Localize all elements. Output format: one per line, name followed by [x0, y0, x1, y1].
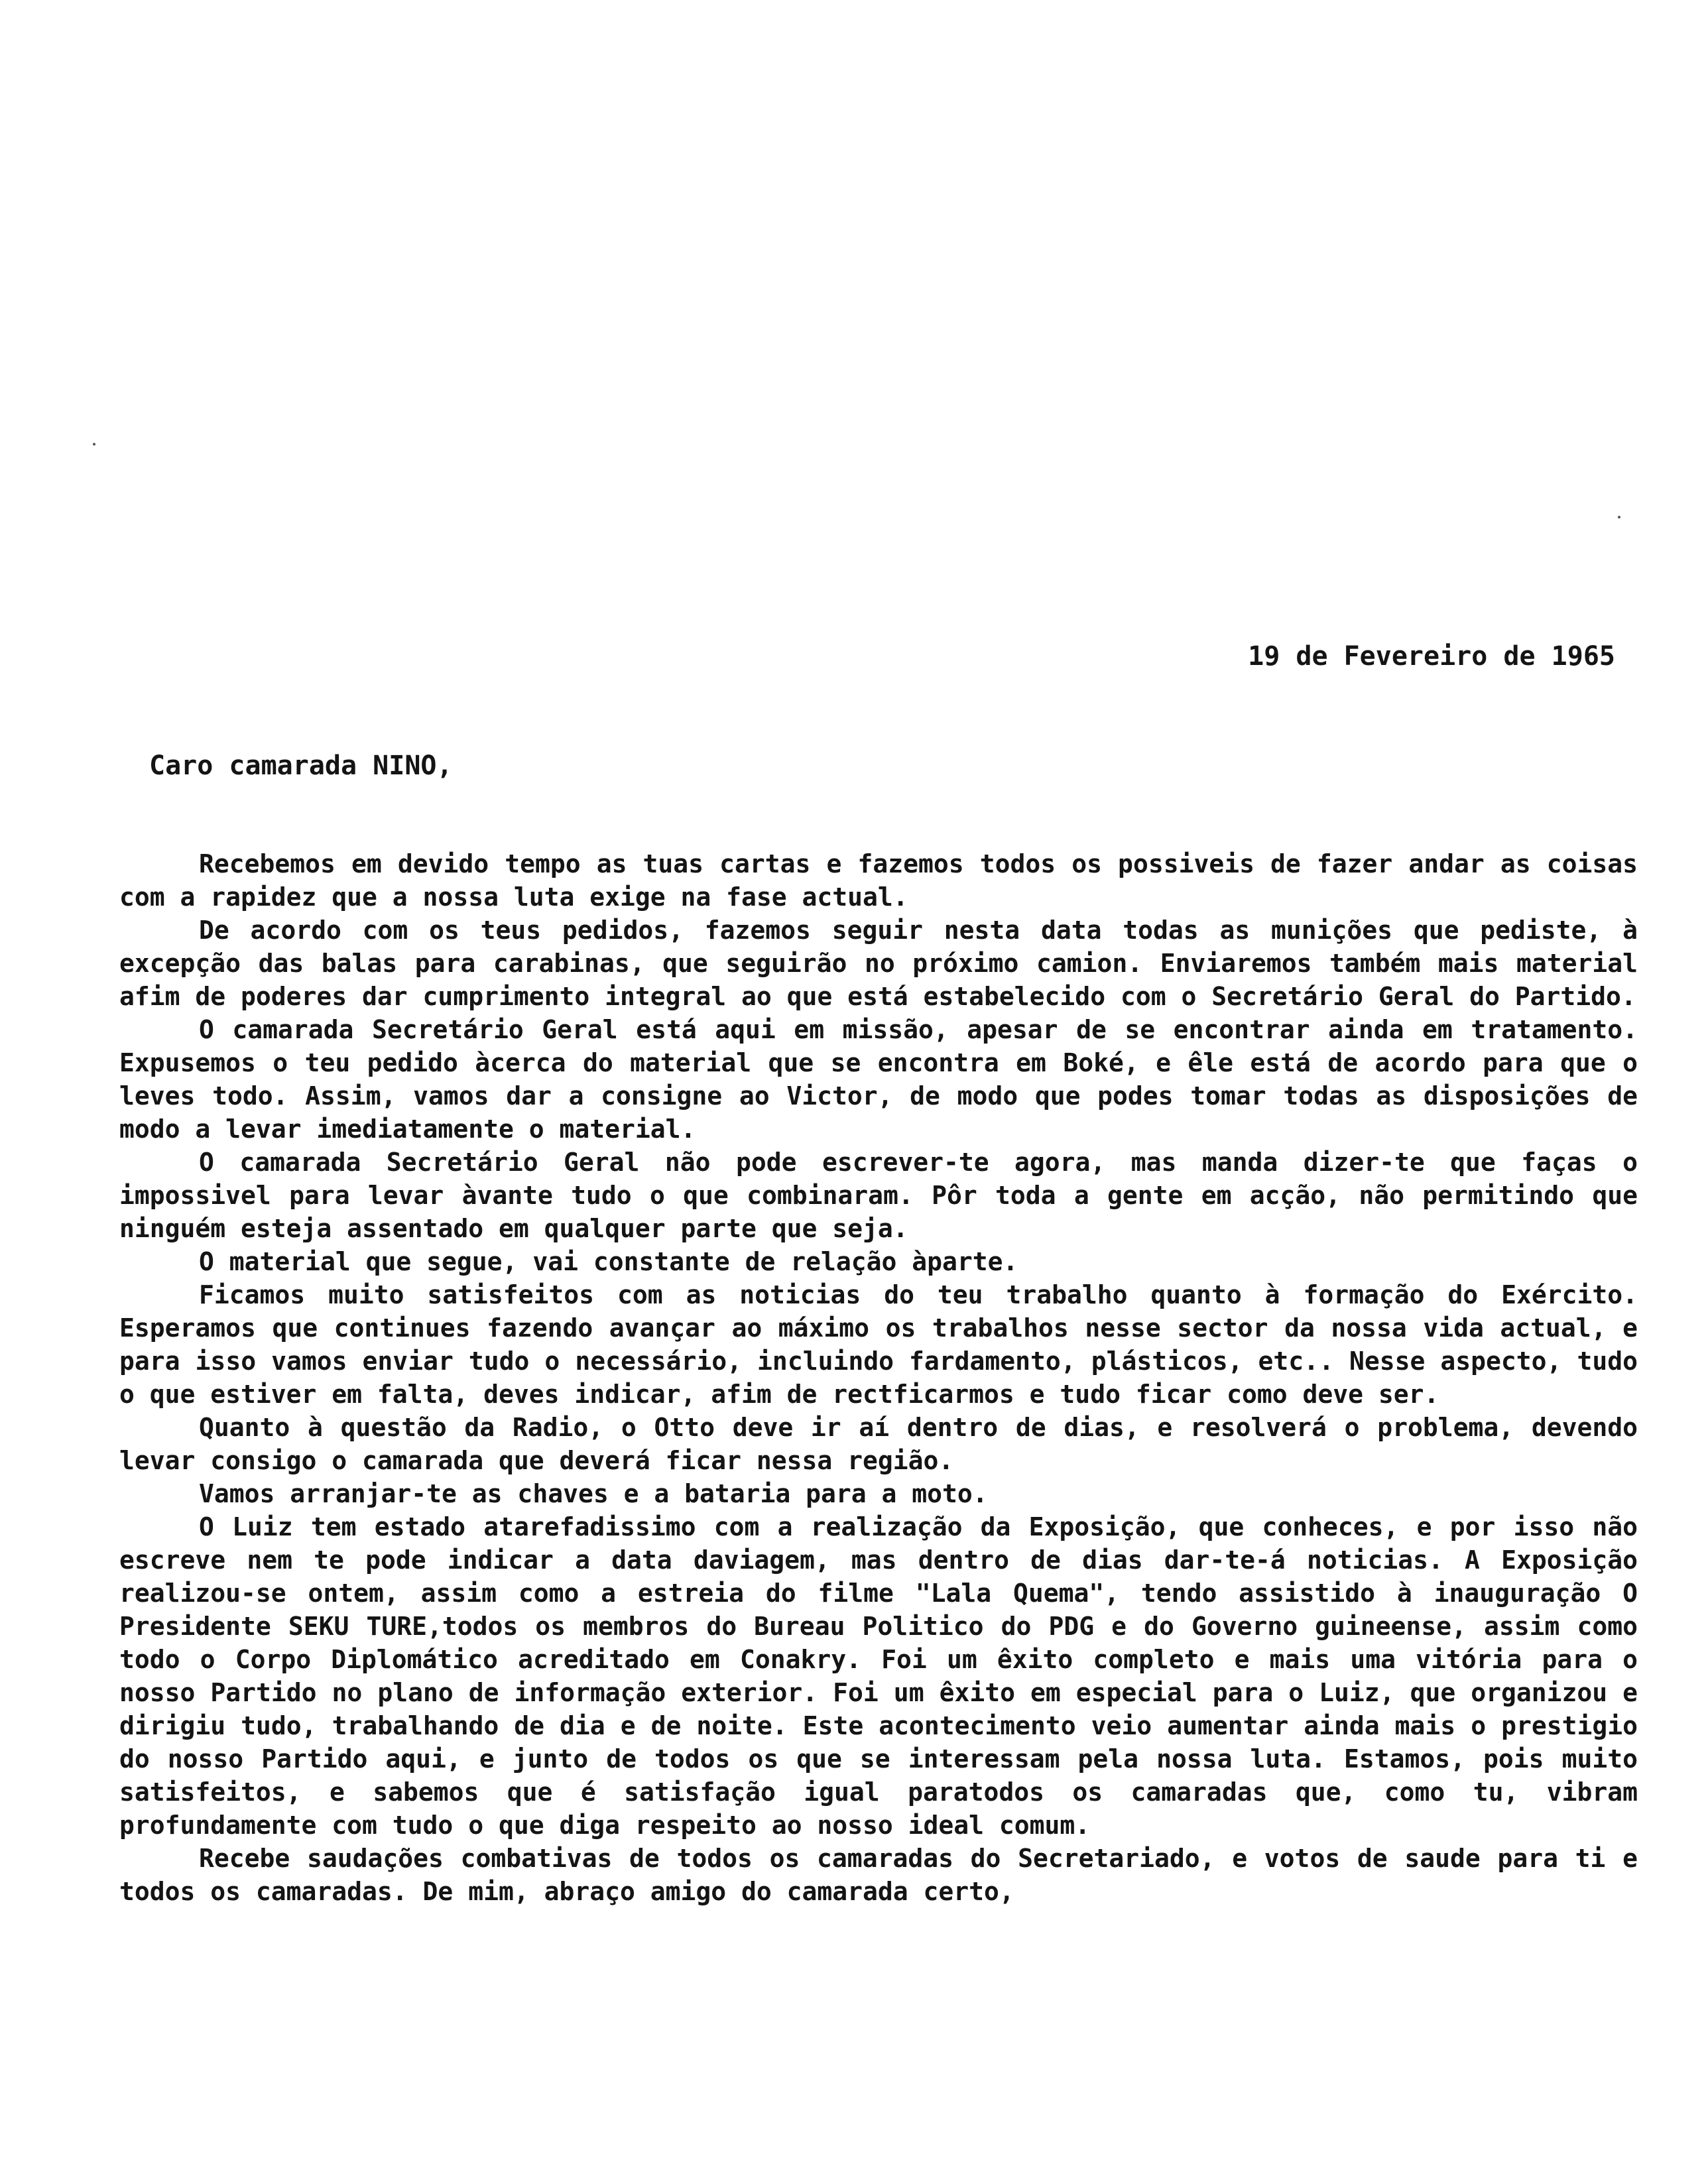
letter-paragraph: O camarada Secretário Geral está aqui em missão, apesar de se encontrar ainda em tratamento. Expusemos o teu pedido àcerca do material que se encontra em Boké, e êle está de acordo para que o leves todo. Assim, vamos dar a consigne ao Victor, de modo que podes tomar todas as disposições de modo a levar imediatamente o material.	[119, 1015, 1638, 1144]
letter-paragraph: Quanto à questão da Radio, o Otto deve ir aí dentro de dias, e resolverá o problema, devendo levar consigo o camarada que deverá ficar nessa região.	[119, 1413, 1638, 1475]
letter-paragraph: Vamos arranjar-te as chaves e a bataria para a moto.	[199, 1479, 988, 1508]
paper-speck	[93, 443, 95, 446]
paper-speck	[1618, 516, 1620, 518]
letter-salutation: Caro camarada NINO,	[149, 751, 453, 781]
letter-paragraph: O Luiz tem estado atarefadissimo com a realização da Exposição, que conheces, e por isso não escreve nem te pode indicar a data daviagem, mas dentro de dias dar-te-á noticias. A Exposição realizou-se ontem, assim como a estreia do filme "Lala Quema", tendo assistido à inauguração O Presidente SEKU TURE,todos os membros do Bureau Politico do PDG e do Governo guineense, assim como todo o Corpo Diplomático acreditado em Conakry. Foi um êxito completo e mais uma vitória para o nosso Partido no plano de informação exterior. Foi um êxito em especial para o Luiz, que organizou e dirigiu tudo, trabalhando de dia e de noite. Este acontecimento veio aumentar ainda mais o prestigio do nosso Partido aqui, e junto de todos os que se interessam pela nossa luta. Estamos, pois muito satisfeitos, e sabemos que é satisfação igual paratodos os camaradas que, como tu, vibram profundamente com tudo o que diga respeito ao nosso ideal comum.	[119, 1512, 1638, 1840]
letter-paragraph: O camarada Secretário Geral não pode escrever-te agora, mas manda dizer-te que faças o impossivel para levar àvante tudo o que combinaram. Pôr toda a gente em acção, não permitindo que ninguém esteja assentado em qualquer parte que seja.	[119, 1148, 1638, 1243]
letter-paragraph: De acordo com os teus pedidos, fazemos seguir nesta data todas as munições que pediste, à excepção das balas para carabinas, que seguirão no próximo camion. Enviaremos também mais material afim de poderes dar cumprimento integral ao que está estabelecido com o Secretário Geral do Partido.	[119, 916, 1638, 1011]
letter-date: 19 de Fevereiro de 1965	[1248, 641, 1615, 672]
letter-paragraph: O material que segue, vai constante de relação àparte.	[199, 1247, 1018, 1276]
letter-paragraph: Recebe saudações combativas de todos os camaradas do Secretariado, e votos de saude para ti e todos os camaradas. De mim, abraço amigo do camarada certo,	[119, 1844, 1638, 1906]
letter-paragraph: Recebemos em devido tempo as tuas cartas e fazemos todos os possiveis de fazer andar as coisas com a rapidez que a nossa luta exige na fase actual.	[119, 849, 1638, 912]
letter-body	[119, 847, 1638, 1908]
letter-paragraph: Ficamos muito satisfeitos com as noticias do teu trabalho quanto à formação do Exército. Esperamos que continues fazendo avançar ao máximo os trabalhos nesse sector da nossa vida actual, e para isso vamos enviar tudo o necessário, incluindo fardamento, plásticos, etc.. Nesse aspecto, tudo o que estiver em falta, deves indicar, afim de rectficarmos e tudo ficar como deve ser.	[119, 1280, 1638, 1409]
